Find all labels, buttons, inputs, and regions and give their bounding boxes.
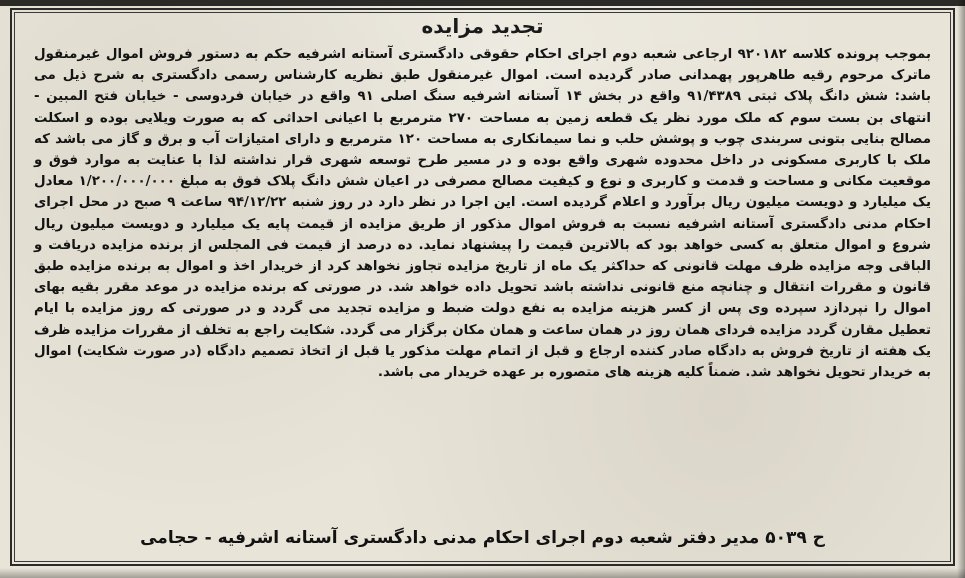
- top-edge-strip: [0, 0, 965, 6]
- notice-body: بموجب پرونده کلاسه ۹۲۰۱۸۲ ارجاعی شعبه دوم اجرای احکام حقوقی دادگستری آستانه اشرفیه حکم به دستور فروش اموال غیرمنقول ماترک مرحوم رقیه طاهرپور پهمدانی صادر گردیده است. اموال غیرمنقول طبق نظریه کارشناس رسمی دادگستری به شرح ذیل می باشد: شش دانگ پلاک ثبتی ۹۱/۴۳۸۹ واقع در بخش ۱۴ آستانه اشرفیه سنگ اصلی ۹۱ واقع در خیابان فردوسی - خیابان فتح المبین - انتهای بن بست سوم که ملک مورد نظر یک قطعه زمین به مساحت ۲۷۰ مترمربع با اعیانی احداثی که به صورت ویلایی بوده و اسکلت مصالح بنایی بتونی سربندی چوب و پوشش حلب و نما سیمانکاری به مساحت ۱۲۰ مترمربع و دارای امتیازات آب و برق و گاز می باشد که ملک با کاربری مسکونی در داخل محدوده شهری واقع بوده و در مسیر طرح توسعه شهری قرار نداشته لذا با عنایت به موارد فوق و موقعیت مکانی و مساحت و قدمت و کاربری و نوع و کیفیت مصالح مصرفی در اعیان شش دانگ پلاک فوق به مبلغ ۱/۲۰۰/۰۰۰/۰۰۰ معادل یک میلیارد و دویست میلیون ریال برآورد و اعلام گردیده است. این اجرا در نظر دارد در روز شنبه ۹۴/۱۲/۲۲ ساعت ۹ صبح در محل اجرای احکام مدنی دادگستری آستانه اشرفیه نسبت به فروش اموال مذکور از طریق مزایده از قیمت پایه یک میلیارد و دویست میلیون ریال شروع و اموال متعلق به کسی خواهد بود که بالاترین قیمت را پیشنهاد نماید. ده درصد از قیمت فی المجلس از برنده مزایده دریافت و الباقی وجه مزایده ظرف مهلت قانونی که حداکثر یک ماه از تاریخ مزایده تجاوز نخواهد کرد از خریدار اخذ و اموال به برنده مزایده طبق قانون و مقررات انتقال و چنانچه منع قانونی نداشته باشد تحویل داده خواهد شد. در صورتی که برنده مزایده در موعد مقرر بقیه بهای اموال را نپردازد سپرده وی پس از کسر هزینه مزایده به نفع دولت ضبط و مزایده تجدید می گردد و در صورتی که روز مزایده با ایام تعطیل مقارن گردد مزایده فردای همان روز در همان ساعت و همان مکان برگزار می گردد. شکایت راجع به تخلف از مقررات مزایده ظرف یک هفته از تاریخ فروش به دادگاه صادر کننده ارجاع و قبل از اتمام مهلت مذکور یا قبل از اتخاذ تصمیم دادگاه (در صورت شکایت) اموال به خریدار تحویل نخواهد شد. ضمناً کلیه هزینه های متصوره بر عهده خریدار می باشد.: [34, 47, 932, 381]
- notice-signature: ح ۵۰۳۹ مدیر دفتر شعبه دوم اجرای احکام مدنی دادگستری آستانه اشرفیه - حجامی: [140, 528, 825, 548]
- page-shadow-bottom: [0, 568, 965, 578]
- notice-title: تجدید مزایده: [421, 14, 544, 38]
- page-shadow-right: [957, 0, 965, 578]
